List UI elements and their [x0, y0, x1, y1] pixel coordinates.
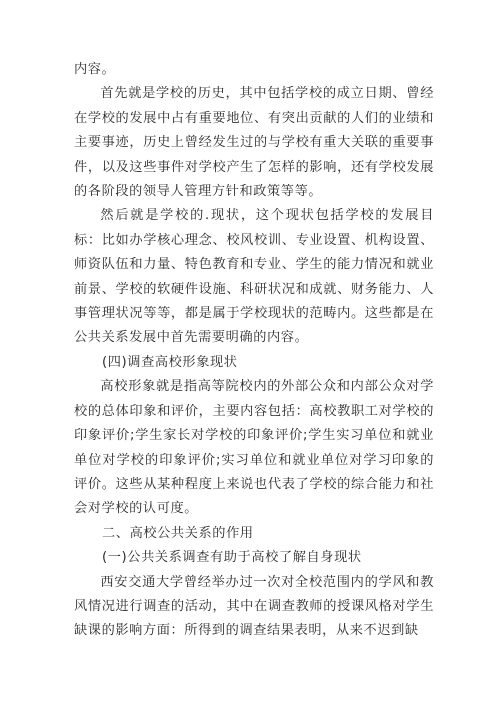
paragraph-school-history: 首先就是学校的历史，其中包括学校的成立日期、曾经在学校的发展中占有重要地位、有突出贡献的人们的业绩和主要事迹，历史上曾经发生过的与学校有重大关联的重要事件，以及这些事件对学校产生了怎样的影响，还有学校发展的各阶段的领导人管理方针和政策等等。	[74, 86, 434, 200]
paragraph-school-status: 然后就是学校的.现状，这个现状包括学校的发展目标：比如办学核心理念、校风校训、专业设置、机构设置、师资队伍和力量、特色教育和专业、学生的能力情况和就业前景、学校的软硬件设施、科研状况和成就、财务能力、人事管理状况等等，都是属于学校现状的范畴内。这些都是在公共关系发展中首先需要明确的内容。	[74, 208, 434, 346]
section-heading-pr-survey: (一)公共关系调查有助于高校了解自身现状	[102, 550, 362, 566]
document-body	[74, 58, 434, 644]
section-heading-pr-role: 二、高校公共关系的作用	[102, 525, 254, 541]
paragraph-xjtu-survey: 西安交通大学曾经举办过一次对全校范围内的学风和教风情况进行调查的活动，其中在调查教师的授课风格对学生缺课的影响方面：所得到的调查结果表明，从来不迟到缺	[74, 574, 434, 639]
paragraph-continuation: 内容。	[74, 62, 116, 77]
section-heading-image-survey: (四)调查高校形象现状	[102, 354, 238, 370]
paragraph-school-image: 高校形象就是指高等院校内的外部公众和内部公众对学校的总体印象和评价，主要内容包括：高校教职工对学校的印象评价;学生家长对学校的印象评价;学生实习单位和就业单位对学校的印象评价;实习单位和就业单位对学习印象的评价。这些从某种程度上来说也代表了学校的综合能力和社会对学校的认可度。	[74, 379, 434, 517]
